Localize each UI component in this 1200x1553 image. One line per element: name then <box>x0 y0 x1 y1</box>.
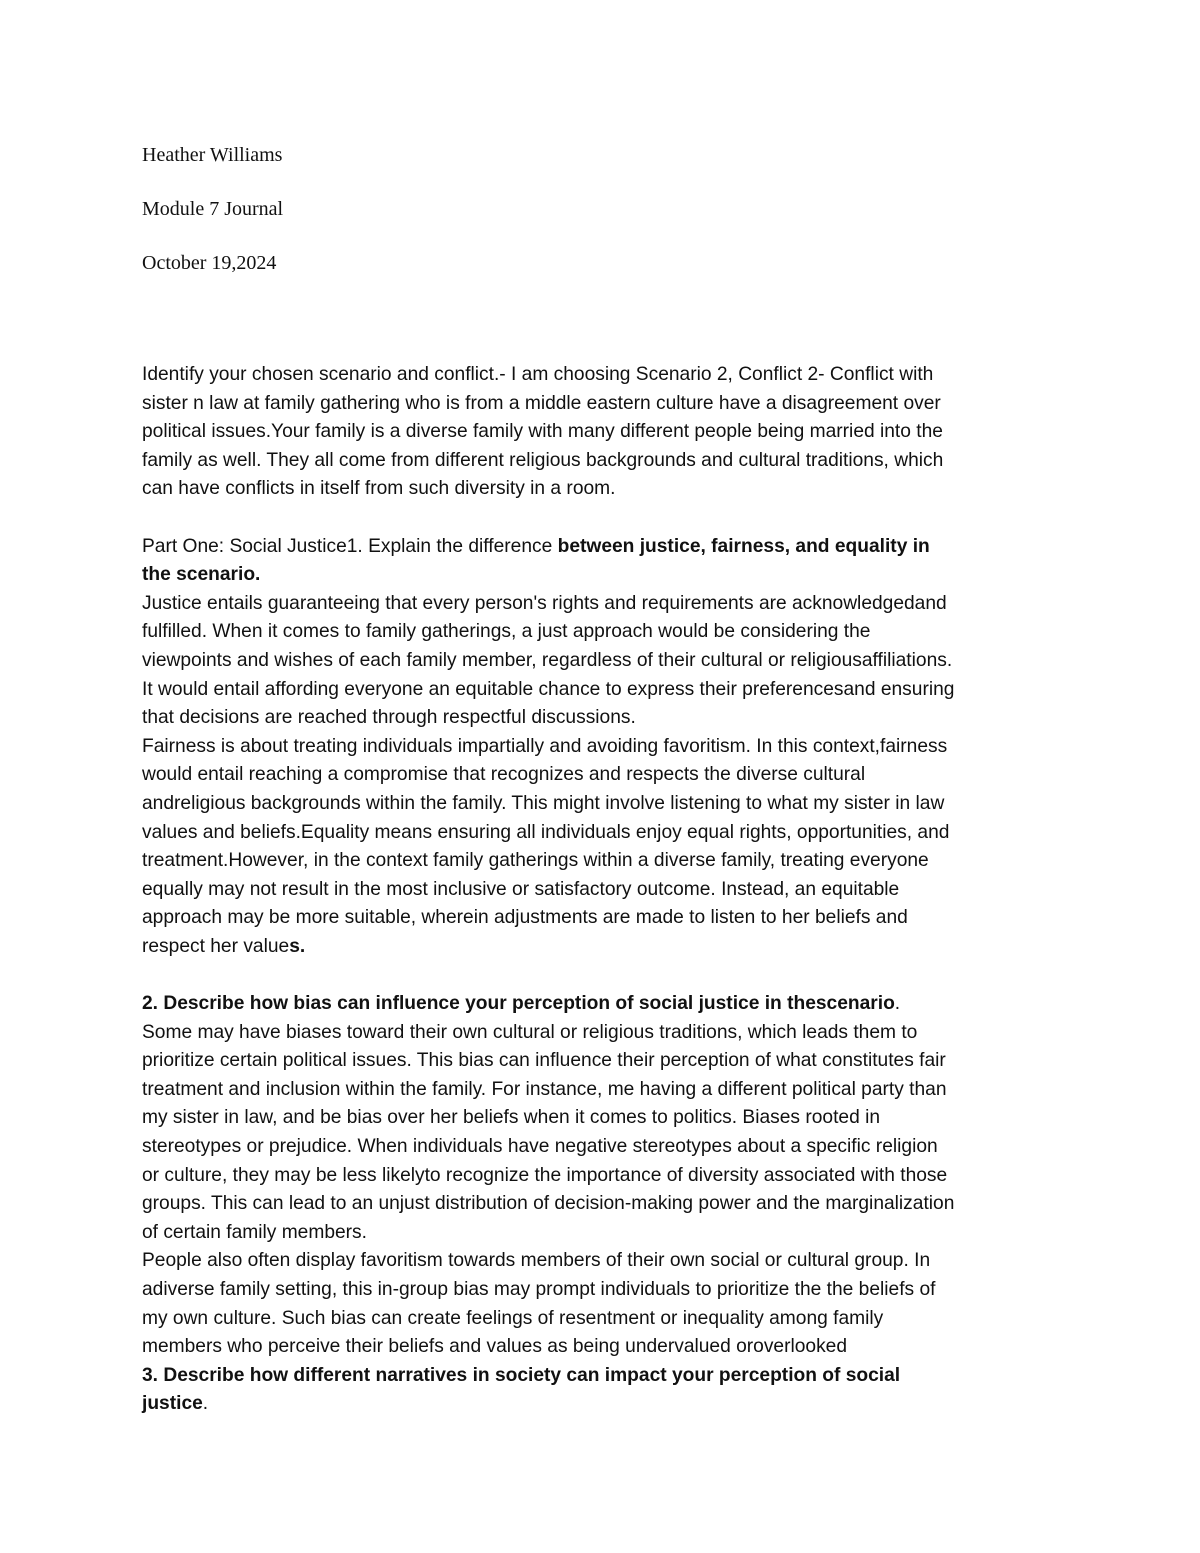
question-2-bold-text: 2. Describe how bias can influence your perception of social justice in thescenario <box>142 993 895 1015</box>
text-line: viewpoints and wishes of each family member, regardless of their cultural or religiousaffiliations. <box>142 649 953 671</box>
text-line: 3. Describe how different narratives in society can impact your perception of social <box>142 1364 901 1386</box>
question-1-heading <box>142 533 1082 590</box>
text-line: Some may have biases toward their own cultural or religious traditions, which leads them to <box>142 1021 918 1043</box>
text-line: treatment and inclusion within the family. For instance, me having a different political party than <box>142 1078 947 1100</box>
answer-last-text: respect her value <box>142 935 290 957</box>
text-line: approach may be more suitable, wherein adjustments are made to listen to her beliefs and <box>142 907 908 929</box>
text-line: It would entail affording everyone an equitable chance to express their preferencesand ensuring <box>142 678 955 700</box>
document-body <box>142 361 1082 1419</box>
text-line: groups. This can lead to an unjust distribution of decision-making power and the marginalization <box>142 1193 955 1215</box>
document-date: October 19,2024 <box>142 252 277 274</box>
text-line: that decisions are reached through respectful discussions. <box>142 707 636 729</box>
question-1-bold-text: between justice, fairness, and equality in <box>557 535 930 557</box>
question-1-prefix: Part One: Social Justice1. Explain the difference <box>142 535 558 557</box>
question-1-answer <box>142 590 1082 962</box>
text-line: or culture, they may be less likelyto recognize the importance of diversity associated with those <box>142 1164 948 1186</box>
text-line: can have conflicts in itself from such diversity in a room. <box>142 478 616 500</box>
course-title: Module 7 Journal <box>142 198 284 220</box>
question-2-answer <box>142 1019 1082 1362</box>
text-line <box>142 533 1082 562</box>
intro-paragraph <box>142 361 1082 504</box>
text-line <box>142 1390 1082 1419</box>
text-line: political issues.Your family is a diverse family with many different people being married into the <box>142 421 943 443</box>
text-line: my own culture. Such bias can create feelings of resentment or inequality among family <box>142 1307 884 1329</box>
text-line: prioritize certain political issues. This bias can influence their perception of what constitutes fair <box>142 1050 946 1072</box>
question-3-bold-text: justice <box>142 1393 203 1415</box>
paragraph-gap <box>142 504 1082 533</box>
text-line: Identify your chosen scenario and conflict.- I am choosing Scenario 2, Conflict 2- Conflict with <box>142 364 934 385</box>
text-line: of certain family members. <box>142 1221 367 1243</box>
text-line <box>142 933 1082 962</box>
question-3-tail: . <box>202 1393 209 1415</box>
author-name: Heather Williams <box>142 144 283 166</box>
question-2-tail: . <box>894 993 901 1015</box>
paragraph-gap <box>142 961 1082 990</box>
text-line: members who perceive their beliefs and values as being undervalued oroverlooked <box>142 1336 848 1358</box>
text-line: stereotypes or prejudice. When individuals have negative stereotypes about a specific religion <box>142 1136 938 1158</box>
text-line: would entail reaching a compromise that recognizes and respects the diverse cultural <box>142 764 866 786</box>
text-line: treatment.However, in the context family gatherings within a diverse family, treating everyone <box>142 850 929 872</box>
text-line: family as well. They all come from different religious backgrounds and cultural traditions, which <box>142 449 944 471</box>
text-line: Justice entails guaranteeing that every person's rights and requirements are acknowledgedand <box>142 592 947 614</box>
text-line: sister n law at family gathering who is from a middle eastern culture have a disagreement over <box>142 392 941 414</box>
text-line: andreligious backgrounds within the family. This might involve listening to what my sister in law <box>142 792 945 814</box>
text-line: Fairness is about treating individuals impartially and avoiding favoritism. In this context,fairness <box>142 735 948 757</box>
text-line: values and beliefs.Equality means ensuring all individuals enjoy equal rights, opportunities, and <box>142 821 950 843</box>
text-line: equally may not result in the most inclusive or satisfactory outcome. Instead, an equitable <box>142 878 900 900</box>
text-line: fulfilled. When it comes to family gatherings, a just approach would be considering the <box>142 621 871 643</box>
question-3-heading <box>142 1362 1082 1419</box>
answer-last-bold: s. <box>289 935 306 957</box>
text-line: the scenario. <box>142 564 261 586</box>
text-line: adiverse family setting, this in-group bias may prompt individuals to prioritize the the beliefs of <box>142 1279 936 1300</box>
text-line: People also often display favoritism towards members of their own social or cultural group. In <box>142 1250 931 1272</box>
question-2-heading <box>142 990 1082 1019</box>
text-line: my sister in law, and be bias over her beliefs when it comes to politics. Biases rooted in <box>142 1107 881 1129</box>
